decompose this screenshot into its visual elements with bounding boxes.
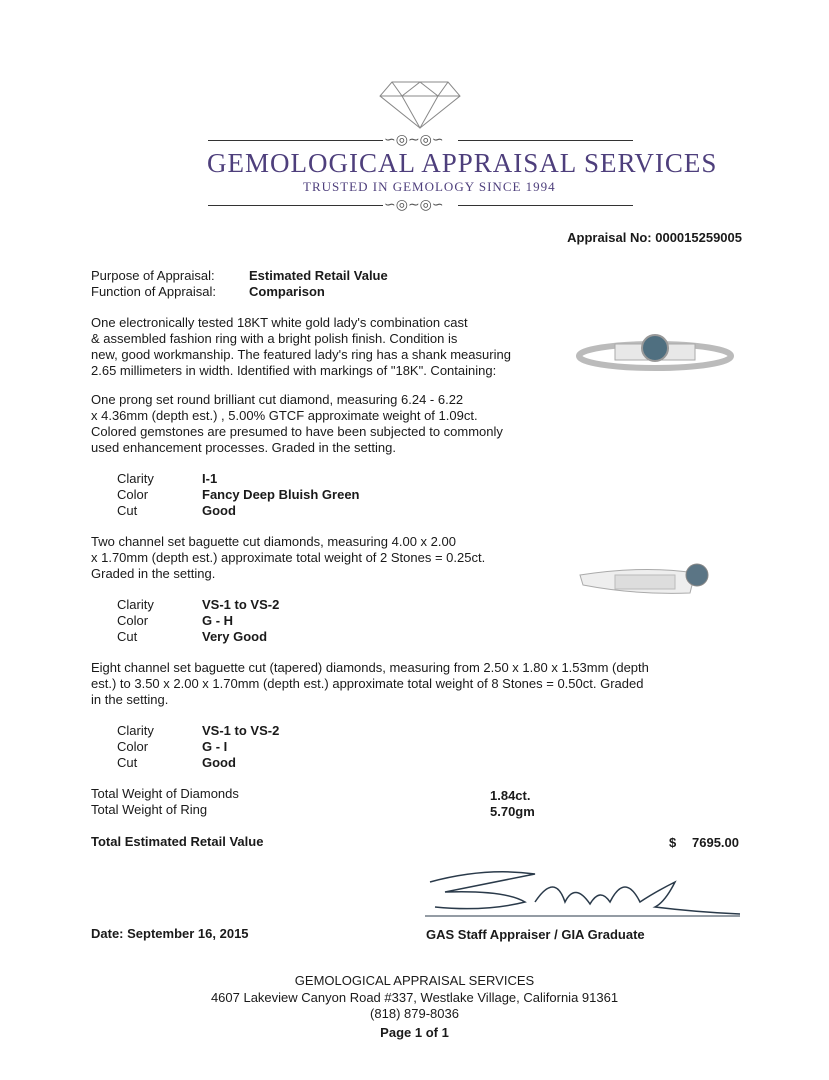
appraiser-title: GAS Staff Appraiser / GIA Graduate [426,927,645,942]
currency-symbol: $ [669,835,677,850]
grade-label: Cut [117,629,138,644]
ring-front-image [575,320,735,380]
page-number: Page 1 of 1 [380,1025,449,1040]
grade-value: Very Good [202,629,268,644]
total-retail-value: 7695.00 [692,835,739,850]
stone-3-grades [117,723,279,771]
grade-label: Color [117,613,149,628]
grade-value: VS-1 to VS-2 [202,723,280,738]
logo-rule [458,205,633,206]
function-value: Comparison [249,284,325,299]
grade-label: Cut [117,755,138,770]
ornament-icon: ∽◎∼◎∽ [384,131,444,147]
grade-value: Fancy Deep Bluish Green [202,487,360,502]
logo-rule [208,205,383,206]
grade-value: G - H [202,613,234,628]
appraisal-number: Appraisal No: 000015259005 [567,230,742,245]
stone-1-description: One prong set round brilliant cut diamond, measuring 6.24 - 6.22 x 4.36mm (depth est.) , 5.00% GTCF approximate weight of 1.09ct. Colored gemstones are presumed to have been subjected to commonly used enhancement processes. Graded in the setting. [91,392,503,455]
grade-value: VS-1 to VS-2 [202,597,280,612]
company-tagline: TRUSTED IN GEMOLOGY SINCE 1994 [303,179,556,194]
grade-value: Good [202,755,236,770]
ring-side-image [575,555,735,605]
footer-phone: (818) 879-8036 [370,1006,459,1021]
purpose-value: Estimated Retail Value [249,268,388,283]
logo-rule [458,140,633,141]
total-retail-label: Total Estimated Retail Value [91,834,264,849]
total-diamonds-value: 1.84ct. [490,788,531,803]
grade-value: G - I [202,739,228,754]
stone-2-grades [117,597,279,645]
stone-3-description: Eight channel set baguette cut (tapered) diamonds, measuring from 2.50 x 1.80 x 1.53mm (depth est.) to 3.50 x 2.00 x 1.70mm (depth est.) approximate total weight of 8 Stones = 0.50ct. Graded in the setting. [91,660,649,707]
purpose-label: Purpose of Appraisal: [91,268,215,283]
total-ring-value: 5.70gm [490,804,535,819]
signature-image [425,862,745,922]
company-logo-title: GEMOLOGICAL APPRAISAL SERVICES [207,148,718,178]
grade-label: Cut [117,503,138,518]
logo-rule [208,140,383,141]
grade-value: Good [202,503,236,518]
appraisal-date: Date: September 16, 2015 [91,926,249,941]
grade-value: I-1 [202,471,218,486]
ornament-icon: ∽◎∼◎∽ [384,196,444,212]
total-diamonds-label: Total Weight of Diamonds [91,786,239,801]
grade-label: Clarity [117,597,154,612]
grade-label: Color [117,487,149,502]
grade-label: Clarity [117,723,154,738]
total-ring-label: Total Weight of Ring [91,802,208,817]
diamond-logo-icon [378,80,462,130]
ring-description: One electronically tested 18KT white gold lady's combination cast & assembled fashion ring with a bright polish finish. Condition is new, good workmanship. The featured lady's ring has a shank measuring 2.65 millimeters in width. Identified with markings of "18K". Containing: [91,315,511,378]
grade-label: Color [117,739,149,754]
stone-1-grades [117,471,360,519]
stone-2-description: Two channel set baguette cut diamonds, measuring 4.00 x 2.00 x 1.70mm (depth est.) approximate total weight of 2 Stones = 0.25ct. Graded in the setting. [91,534,486,581]
footer-address: 4607 Lakeview Canyon Road #337, Westlake Village, California 91361 [210,990,619,1005]
function-label: Function of Appraisal: [91,284,217,299]
grade-label: Clarity [117,471,154,486]
footer-company: GEMOLOGICAL APPRAISAL SERVICES [294,973,535,988]
